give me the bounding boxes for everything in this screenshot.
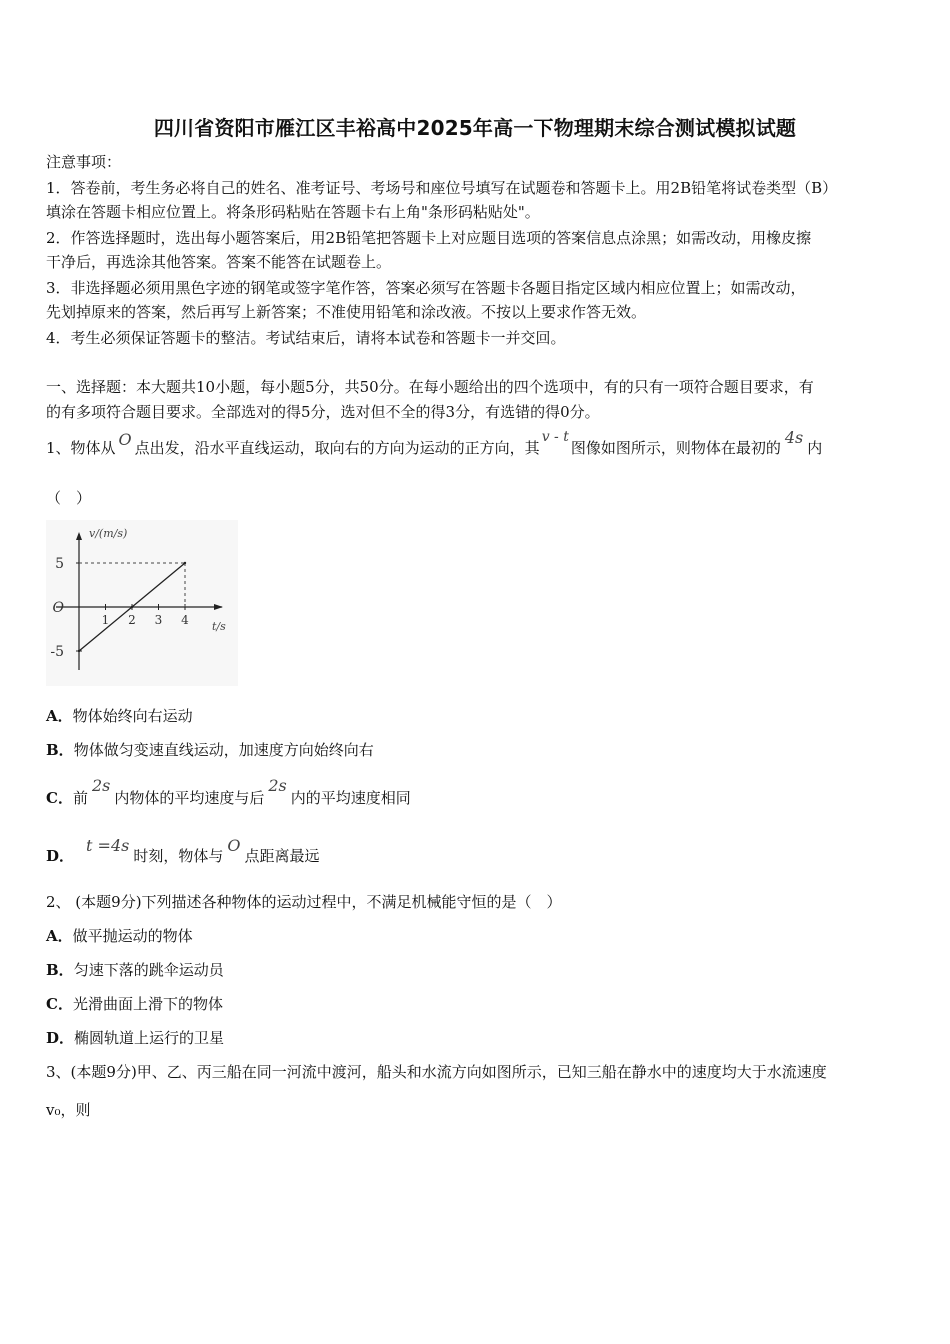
data-point: [184, 562, 186, 564]
question-1-stem: [46, 428, 823, 459]
q1-option-d: [46, 836, 320, 866]
option-text: 物体始终向右运动: [72, 707, 193, 725]
question-2-stem: 2、 (本题9分)下列描述各种物体的运动过程中，不满足机械能守恒的是（ ）: [46, 893, 562, 911]
option-text: 内物体的平均速度与后: [114, 789, 265, 807]
q1-option-b: [46, 740, 374, 760]
option-text: 时刻，物体与: [133, 847, 224, 865]
option-text: 椭圆轨道上运行的卫星: [74, 1029, 225, 1047]
q2-option-a: [46, 926, 193, 946]
option-text: 物体做匀变速直线运动，加速度方向始终向右: [73, 741, 374, 759]
notice-line: 1．答卷前，考生务必将自己的姓名、准考证号、考场号和座位号填写在试题卷和答题卡上。用2B铅笔将试卷类型（B）: [46, 179, 838, 197]
option-label: A．: [46, 927, 73, 945]
section-intro: 一、选择题：本大题共10小题，每小题5分，共50分。在每小题给出的四个选项中，有的只有一项符合题目要求，有: [46, 378, 814, 396]
q1-text: 图像如图所示，则物体在最初的: [570, 439, 781, 457]
q1-option-a: [46, 706, 193, 726]
q1-text: 点出发，沿水平直线运动，取向右的方向为运动的正方向，其: [134, 439, 540, 457]
x-axis-label: t/s: [212, 620, 226, 633]
option-text: 匀速下落的跳伞运动员: [73, 961, 224, 979]
question-3-stem-cont: v₀，则: [46, 1101, 91, 1119]
y-tick-label: -5: [50, 644, 64, 660]
d-symbol-o: O: [227, 836, 241, 855]
page-title: 四川省资阳市雁江区丰裕高中2025年高一下物理期末综合测试模拟试题: [153, 116, 797, 140]
x-tick-label: 3: [154, 613, 163, 627]
option-text: 做平抛运动的物体: [72, 927, 193, 945]
y-axis-arrow: [76, 532, 82, 540]
option-label: D．: [46, 847, 75, 865]
option-label: A．: [46, 707, 73, 725]
option-label: B．: [46, 961, 74, 979]
c-symbol-2s: 2s: [268, 776, 287, 795]
data-point: [131, 606, 133, 608]
data-point: [78, 650, 80, 652]
option-label: C．: [46, 789, 73, 807]
x-tick-label: 1: [101, 613, 110, 627]
c-symbol-2s: 2s: [91, 776, 111, 795]
notice-line: 先划掉原来的答案，然后再写上新答案；不准使用铅笔和涂改液。不按以上要求作答无效。: [46, 303, 647, 321]
q2-option-b: [46, 960, 224, 980]
x-axis-arrow: [214, 604, 223, 610]
notice-line: 4．考生必须保证答题卡的整洁。考试结束后，请将本试卷和答题卡一并交回。: [46, 329, 566, 347]
y-tick-label: 5: [55, 556, 64, 572]
d-symbol-t4s: t =4s: [86, 836, 130, 855]
option-label: C．: [46, 995, 73, 1013]
y-axis-label: v/(m/s): [89, 527, 128, 540]
q1-text: 1、物体从: [46, 439, 116, 457]
answer-paren: （ ）: [46, 489, 92, 507]
q2-option-c: [46, 994, 223, 1014]
q1-option-c: [46, 776, 411, 808]
q1-symbol-o: O: [118, 430, 132, 449]
notice-line: 2．作答选择题时，选出每小题答案后，用2B铅笔把答题卡上对应题目选项的答案信息点涂黑；如需改动，用橡皮擦: [46, 229, 812, 247]
vt-graph-svg: [46, 520, 238, 686]
x-tick-label: 4: [181, 613, 189, 627]
q1-symbol-4s: 4s: [784, 428, 804, 447]
q1-symbol-vt: v - t: [541, 429, 569, 445]
option-text: 点距离最远: [244, 847, 320, 865]
x-tick-label: 2: [128, 613, 136, 627]
section-intro: 的有多项符合题目要求。全部选对的得5分，选对但不全的得3分，有选错的得0分。: [46, 403, 600, 421]
notice-line: 干净后，再选涂其他答案。答案不能答在试题卷上。: [46, 253, 392, 271]
option-text: 光滑曲面上滑下的物体: [72, 995, 223, 1013]
q1-text: 内: [807, 439, 823, 457]
option-label: B．: [46, 741, 74, 759]
option-text: 内的平均速度相同: [290, 789, 411, 807]
q2-option-d: [46, 1028, 224, 1048]
question-3-stem: 3、(本题9分)甲、乙、丙三船在同一河流中渡河，船头和水流方向如图所示，已知三船在静水中的速度均大于水流速度: [46, 1063, 827, 1081]
notice-line: 3．非选择题必须用黑色字迹的钢笔或签字笔作答，答案必须写在答题卡各题目指定区域内相应位置上；如需改动，: [46, 279, 806, 297]
vt-graph: [46, 520, 238, 686]
notice-line: 填涂在答题卡相应位置上。将条形码粘贴在答题卡右上角"条形码粘贴处"。: [46, 203, 540, 221]
option-label: D．: [46, 1029, 75, 1047]
y-tick-label: O: [52, 600, 64, 616]
option-text: 前: [72, 789, 88, 807]
notice-heading: 注意事项：: [46, 153, 122, 171]
